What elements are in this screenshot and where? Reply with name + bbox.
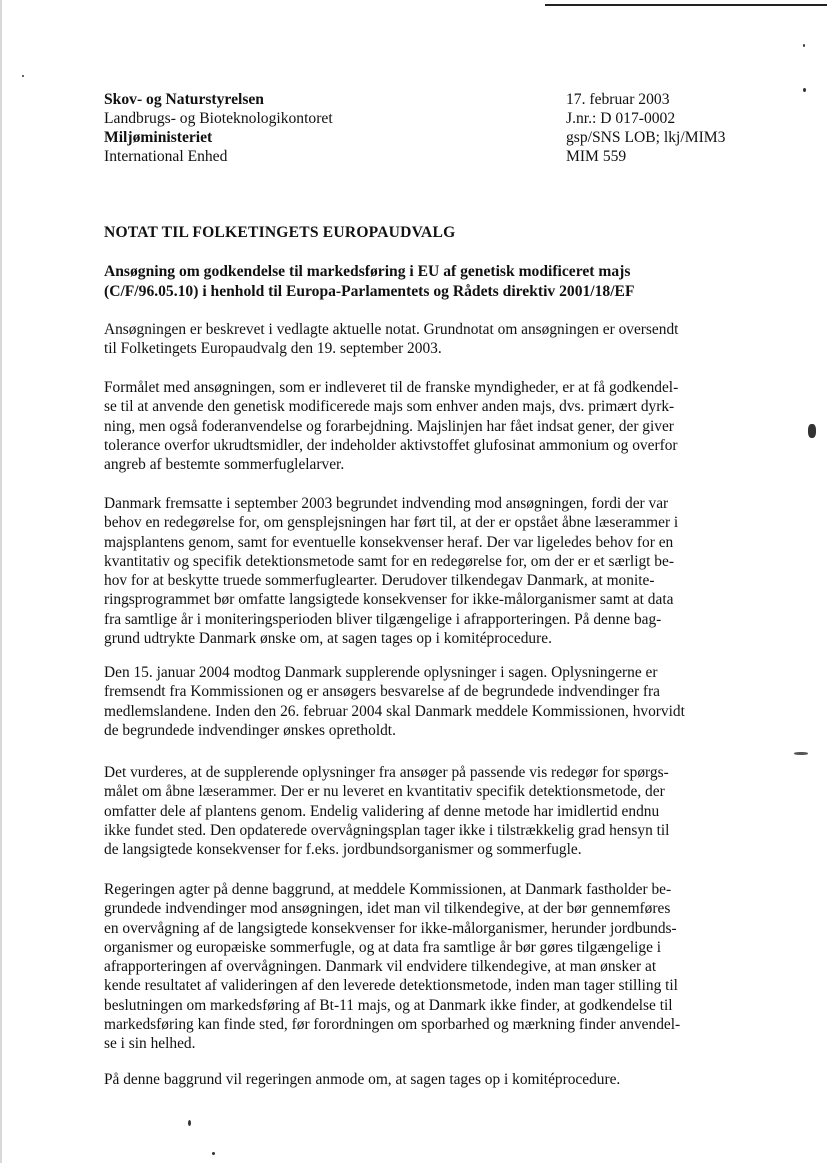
reference-line: 17. februar 2003	[566, 91, 670, 108]
paragraph-line: se til at anvende den genetisk modificerede majs som enhver anden majs, dvs. primært dyrk-	[104, 398, 675, 416]
scan-speck	[808, 424, 816, 438]
scan-speck	[22, 75, 24, 77]
paragraph-line: målet om åbne læserammer. Der er nu leveret en kvantitativ specifik detektionsmetode, der	[104, 783, 665, 801]
paragraph-line: angreb af bestemte sommerfuglelarver.	[104, 456, 345, 474]
paragraph-line: markedsføring kan finde sted, før forordningen om sporbarhed og mærkning finder anvendel-	[104, 1016, 681, 1034]
paragraph-line: grund udtrykte Danmark ønske om, at sagen tages op i komitéprocedure.	[104, 630, 552, 648]
paragraph-line: beslutningen om markedsføring af Bt-11 majs, og at Danmark ikke finder, at godkendelse til	[104, 996, 673, 1014]
paragraph-line: ning, men også foderanvendelse og forarbejdning. Majslinjen har fået indsat gener, der giver	[104, 417, 674, 435]
paragraph-line: Danmark fremsatte i september 2003 begrundet indvending mod ansøgningen, fordi der var	[104, 495, 669, 512]
scan-edge	[0, 0, 2, 1163]
paragraph-line: fra samtlige år i moniteringsperioden bliver tilgængelige i afrapporteringen. På denne bag-	[104, 610, 662, 628]
scan-artifact-line	[545, 4, 827, 6]
scan-speck	[188, 1120, 191, 1126]
sender-line: Landbrugs- og Bioteknologikontoret	[104, 110, 333, 127]
paragraph-line: hov for at beskytte truede sommerfuglearter. Derudover tilkendegav Danmark, at monite-	[104, 572, 655, 590]
paragraph-line: de langsigtede konsekvenser for f.eks. jordbundsorganismer og sommerfugle.	[104, 841, 582, 859]
reference-line: gsp/SNS LOB; lkj/MIM3	[566, 129, 726, 146]
paragraph-line: fremsendt fra Kommissionen og er ansøgers besvarelse af de begrundede indvendinger fra	[104, 683, 661, 701]
paragraph-line: behov en redegørelse for, om gensplejsningen har ført til, at der er opstået åbne læserammer i	[104, 514, 679, 532]
paragraph-line: en overvågning af de langsigtede konsekvenser for ikke-målorganismer, herunder jordbunds-	[104, 919, 677, 937]
paragraph-line: Formålet med ansøgningen, som er indleveret til de franske myndigheder, er at få godkendel-	[104, 379, 679, 396]
paragraph-line: kende resultatet af valideringen af den leverede detektionsmetode, inden man tager stilling til	[104, 977, 678, 995]
paragraph-line: Ansøgningen er beskrevet i vedlagte aktuelle notat. Grundnotat om ansøgningen er oversendt	[104, 321, 679, 338]
paragraph-line: se i sin helhed.	[104, 1035, 196, 1053]
subject-heading	[104, 262, 744, 302]
paragraph-line: majsplantens genom, samt for eventuelle konsekvenser heraf. Der var ligeledes behov for en	[104, 533, 674, 551]
paragraph	[104, 663, 744, 740]
paragraph	[104, 378, 744, 474]
paragraph-line: organismer og europæiske sommerfugle, og at data fra samtlige år bør gøres tilgængelige i	[104, 938, 662, 956]
paragraph	[104, 320, 744, 359]
paragraph-line: ringsprogrammet bør omfatte langsigtede konsekvenser for ikke-målorganismer samt at data	[104, 591, 674, 609]
paragraph-line: de begrundede indvendinger ønskes opretholdt.	[104, 721, 396, 739]
subject-line: Ansøgning om godkendelse til markedsføring i EU af genetisk modificeret majs	[104, 263, 631, 280]
paragraph-line: tolerance overfor ukrudtsmidler, der indeholder aktivstoffet glufosinat ammonium og overfor	[104, 436, 678, 454]
reference-line: J.nr.: D 017-0002	[566, 110, 676, 127]
paragraph-line: medlemslandene. Inden den 26. februar 2004 skal Danmark meddele Kommissionen, hvorvidt	[104, 702, 685, 720]
paragraph-line: kvantitativ og specifik detektionsmetode samt for en redegørelse for, om der er et særligt be-	[104, 552, 674, 570]
paragraph-line: omfatter dele af plantens genom. Endelig validering af denne metode har imidlertid endnu	[104, 802, 660, 820]
paragraph-line: På denne baggrund vil regeringen anmode om, at sagen tages op i komitéprocedure.	[104, 1071, 621, 1088]
paragraph-line: til Folketingets Europaudvalg den 19. september 2003.	[104, 340, 442, 358]
sender-line: Skov- og Naturstyrelsen	[104, 91, 264, 108]
reference-line: MIM 559	[566, 148, 627, 165]
scan-speck	[212, 1152, 215, 1155]
paragraph-line: Regeringen agter på denne baggrund, at meddele Kommissionen, at Danmark fastholder be-	[104, 881, 672, 898]
paragraph	[104, 494, 744, 648]
sender-block	[104, 90, 434, 166]
subject-line: (C/F/96.05.10) i henhold til Europa-Parlamentets og Rådets direktiv 2001/18/EF	[104, 283, 635, 300]
sender-line: International Enhed	[104, 148, 228, 165]
scan-speck	[794, 752, 808, 755]
paragraph-line: Det vurderes, at de supplerende oplysninger fra ansøger på passende vis redegør for spørgs-	[104, 764, 669, 781]
sender-line: Miljøministeriet	[104, 129, 213, 146]
paragraph	[104, 763, 744, 859]
scan-speck	[803, 44, 805, 47]
paragraph-line: afrapporteringen af overvågningen. Danmark vil endvidere tilkendegive, at man ønsker at	[104, 958, 657, 976]
paragraph-line: grundede indvendinger mod ansøgningen, idet man vil tilkendegive, at der bør gennemføres	[104, 900, 671, 918]
paragraph-line: ikke fundet sted. Den opdaterede overvågningsplan tager ikke i tilstrækkelig grad hensyn til	[104, 821, 670, 839]
paragraph-line: Den 15. januar 2004 modtog Danmark supplerende oplysninger i sagen. Oplysningerne er	[104, 664, 658, 681]
document-title: NOTAT TIL FOLKETINGETS EUROPAUDVALG	[104, 224, 456, 241]
reference-block	[566, 90, 806, 166]
paragraph	[104, 1070, 744, 1089]
paragraph	[104, 880, 744, 1054]
